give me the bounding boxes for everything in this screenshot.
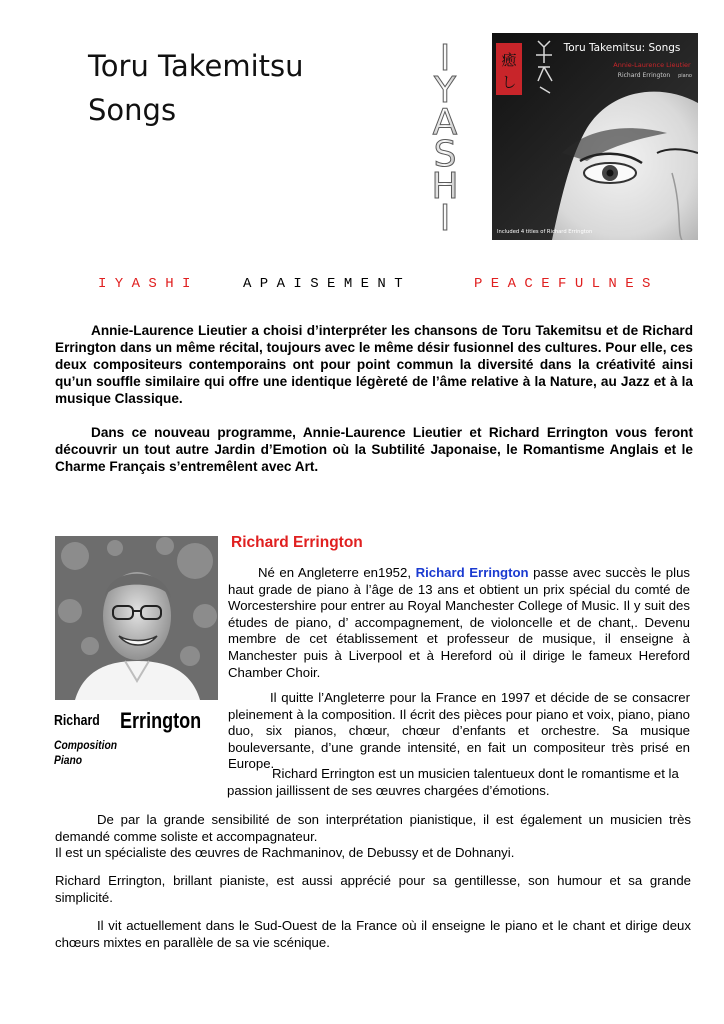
tagline-peacefulnes: P E A C E F U L N E S	[474, 276, 651, 292]
signature-role-composition: Composition	[54, 738, 118, 752]
signature-last-name: Errington	[120, 708, 202, 733]
cover-title: Toru Takemitsu: Songs	[563, 42, 681, 54]
vertical-letter: H	[431, 166, 459, 207]
cover-artist: Annie-Laurence Lieutier	[613, 61, 691, 69]
bottom-text-1: De par la grande sensibilité de son interprétation pianistique, il est également un musicien très demandé comme soliste et accompagnateur.	[55, 812, 691, 844]
bio-paragraph-1	[228, 565, 690, 681]
bio-text-1-start: Né en Angleterre en1952,	[258, 565, 416, 580]
bio-text-1-end: passe avec succès le plus haut grade de piano à l’âge de 13 ans et obtient un prix spécial du comté de Worcestershire pour entrer au Royal Manchester College of Music. Il y suit des études de piano, d’ accompagnement, de violoncelle et de chant,. Devenu membre de cet établissement et professeur de musique, il enseigne à Manchester puis à Liverpool et à Hereford où il dirige le fameux Hereford Chamber Choir.	[228, 565, 690, 680]
bottom-text-2: Il est un spécialiste des œuvres de Rachmaninov, de Debussy et de Dohnanyi.	[55, 845, 515, 861]
vertical-letter: I	[439, 40, 451, 79]
intro-paragraph-2	[55, 424, 693, 475]
bio-paragraph-3	[227, 766, 689, 799]
cover-kanji-1: 癒	[501, 51, 517, 69]
tagline	[0, 276, 724, 296]
page-title	[88, 44, 304, 132]
cover-pianist-role: piano	[678, 73, 692, 79]
intro-text-1: Annie-Laurence Lieutier a choisi d’interpréter les chansons de Toru Takemitsu et de Richard Errington dans un même récital, toujours avec le même désir fusionnel des cultures. Pour elle, ces deux compositeurs contemporains ont pour point commun la diversité dans la créativité ainsi qu’un souffle similaire qui offre une identique légèreté de l’âme relative à la Nature, au Jazz et à la musique Classique.	[55, 323, 693, 406]
bottom-paragraph-3	[55, 918, 691, 951]
bottom-paragraph-2	[55, 873, 691, 906]
signature-first-name: Richard	[54, 712, 100, 729]
bio-text-1	[228, 565, 690, 681]
cover-kanji-2: し	[501, 73, 517, 91]
bio-name-highlight: Richard Errington	[415, 565, 529, 580]
bio-text-3: Richard Errington est un musicien talentueux dont le romantisme et la passion jaillissent de ses œuvres chargées d’émotions.	[227, 766, 679, 798]
vertical-letter: I	[439, 198, 451, 236]
bottom-text-4: Il vit actuellement dans le Sud-Ouest de la France où il enseigne le piano et le chant et dirige deux chœurs mixtes en parallèle de sa vie scénique.	[55, 918, 691, 950]
bottom-paragraph-1	[55, 812, 691, 862]
portrait-photo	[55, 536, 218, 700]
vertical-letter: Y	[434, 70, 456, 111]
iyashi-vertical-logo	[428, 40, 462, 236]
tagline-apaisement: A P A I S E M E N T	[243, 276, 403, 292]
intro-text-2: Dans ce nouveau programme, Annie-Laurence Lieutier et Richard Errington vous feront découvrir un tout autre Jardin d’Emotion où la Subtilité Japonaise, le Romantisme Anglais et le Charme Français s’entremêlent avec Art.	[55, 425, 693, 474]
signature-block	[54, 708, 202, 768]
portrait-image	[55, 536, 218, 700]
title-line-2: Songs	[88, 93, 177, 127]
vertical-letter: S	[433, 134, 457, 175]
album-cover-art	[492, 33, 698, 240]
bio-heading: Richard Errington	[231, 534, 363, 551]
title-line-1: Toru Takemitsu	[88, 49, 304, 83]
bottom-text-3: Richard Errington, brillant pianiste, est aussi apprécié pour sa gentillesse, son humour et sa grande simplicité.	[55, 873, 691, 905]
bio-paragraph-2	[228, 690, 690, 773]
album-cover-image	[492, 33, 698, 240]
bio-text-2: Il quitte l’Angleterre pour la France en 1997 et décide de se consacrer pleinement à la composition. Il écrit des pièces pour piano et voix, piano, piano duo, six pianos, chœur, chœur d’enfants et orchestre. Sa musique bouleversante, d’une grande intensité, en fait un compositeur très prisé en Europe.	[228, 690, 690, 772]
cover-footer: Included 4 titles of Richard Errington	[497, 229, 593, 235]
signature-role-piano: Piano	[54, 753, 83, 767]
vertical-letter: A	[432, 102, 458, 143]
cover-pianist: Richard Errington	[617, 72, 671, 79]
intro-paragraph-1	[55, 322, 693, 407]
tagline-iyashi: I Y A S H I	[98, 276, 191, 292]
